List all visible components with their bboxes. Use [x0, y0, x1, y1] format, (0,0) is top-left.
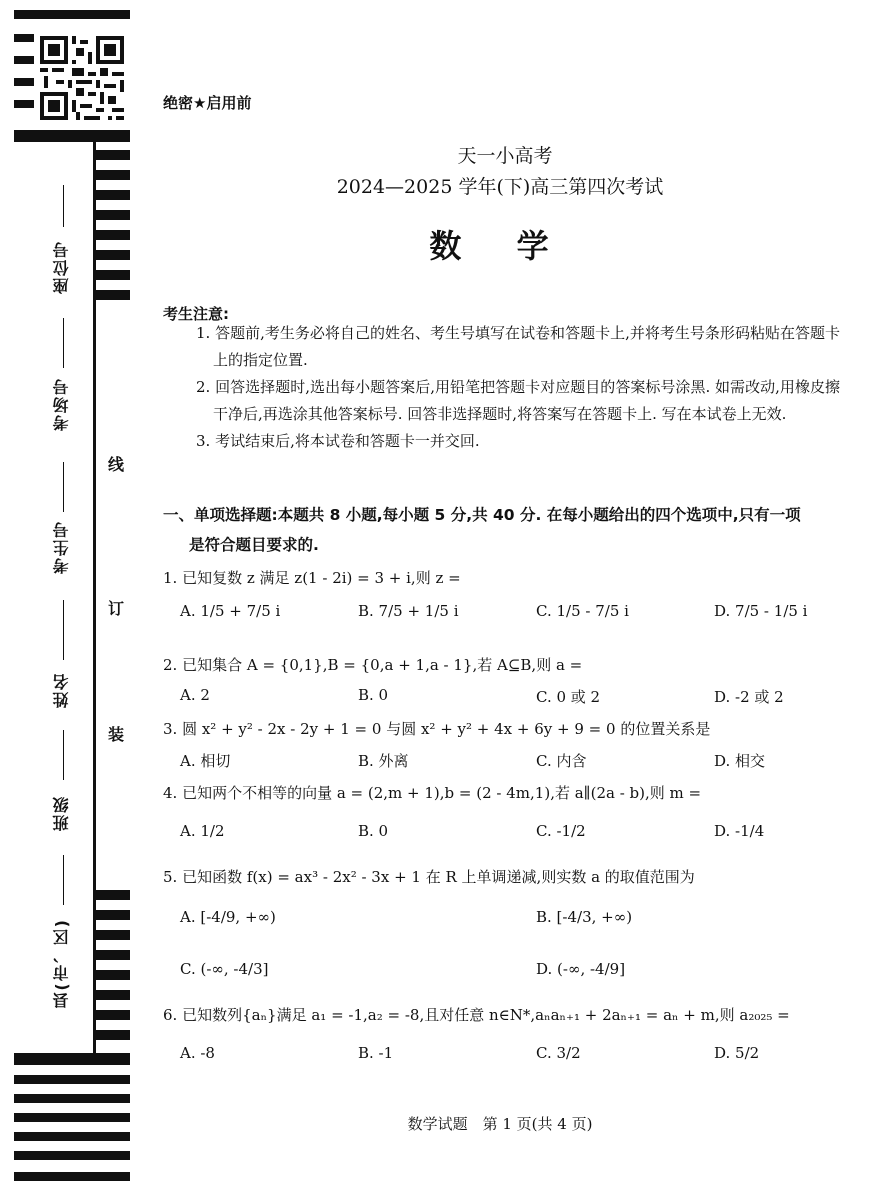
question-6-option-c: C. 3/2 [536, 1044, 581, 1062]
binding-tick [96, 930, 130, 940]
binding-tick [96, 890, 130, 900]
field-line [63, 318, 64, 368]
qr-code-icon [40, 36, 124, 120]
question-6-stem: 6. 已知数列{aₙ}满足 a₁ = -1,a₂ = -8,且对任意 n∈N*,aₙaₙ₊₁ + 2aₙ₊₁ = aₙ + m,则 a₂₀₂₅ = [163, 1006, 790, 1024]
binding-tick [96, 1010, 130, 1020]
page-footer: 数学试题 第 1 页(共 4 页) [407, 1115, 593, 1133]
field-candidate-number: 考生号 [52, 520, 71, 574]
question-4-option-a: A. 1/2 [180, 822, 225, 840]
binding-tick [96, 1030, 130, 1040]
question-5-option-b: B. [-4/3, +∞) [536, 908, 633, 926]
notice-list [196, 320, 840, 455]
question-6-option-b: B. -1 [358, 1044, 394, 1062]
section-heading-line2: 是符合题目要求的. [189, 536, 319, 554]
question-5-option-d: D. (-∞, -4/9] [536, 960, 626, 978]
question-5-stem: 5. 已知函数 f(x) = ax³ - 2x² - 3x + 1 在 R 上单调递减,则实数 a 的取值范围为 [163, 868, 695, 886]
field-name: 姓名 [52, 672, 71, 708]
question-1-option-c: C. 1/5 - 7/5 i [536, 602, 629, 620]
question-3-option-c: C. 内含 [536, 752, 587, 770]
question-2-option-d: D. -2 或 2 [714, 688, 784, 706]
binding-tick [96, 270, 130, 280]
question-3-option-a: A. 相切 [180, 752, 231, 770]
question-2-stem: 2. 已知集合 A = {0,1},B = {0,a + 1,a - 1},若 A⊆B,则 a = [163, 656, 583, 674]
question-4-stem: 4. 已知两个不相等的向量 a = (2,m + 1),b = (2 - 4m,1),若 a∥(2a - b),则 m = [163, 784, 702, 802]
exam-title: 2024—2025 学年(下)高三第四次考试 [336, 176, 664, 198]
section-heading-line1: 一、单项选择题:本题共 8 小题,每小题 5 分,共 40 分. 在每小题给出的四个选项中,只有一项 [163, 506, 801, 524]
question-2-option-c: C. 0 或 2 [536, 688, 601, 706]
question-6-option-a: A. -8 [180, 1044, 215, 1062]
binding-tick [96, 910, 130, 920]
question-4-option-c: C. -1/2 [536, 822, 586, 840]
binding-tick [96, 950, 130, 960]
question-3-option-d: D. 相交 [714, 752, 766, 770]
barcode-bar [14, 56, 34, 64]
fold-mark-bind: 装 [108, 725, 125, 744]
question-2-option-a: A. 2 [180, 686, 210, 704]
notice-heading: 考生注意: [163, 305, 229, 323]
binding-tick [96, 290, 130, 300]
fold-mark-staple: 订 [108, 599, 125, 618]
question-5-option-a: A. [-4/9, +∞) [180, 908, 276, 926]
question-6-option-d: D. 5/2 [714, 1044, 760, 1062]
binding-tick [96, 970, 130, 980]
binding-tick [96, 210, 130, 220]
field-line [63, 855, 64, 905]
notice-item: 3. 考试结束后,将本试卷和答题卡一并交回. [196, 432, 480, 450]
barcode-bar [14, 100, 34, 108]
field-seat-number: 座位号 [52, 240, 71, 294]
field-line [63, 462, 64, 512]
notice-item: 1. 答题前,考生务必将自己的姓名、考生号填写在试卷和答题卡上,并将考生号条形码粘贴在答题卡上的指定位置. [196, 324, 840, 369]
field-county: 县(市、区) [52, 918, 71, 1009]
question-1-option-d: D. 7/5 - 1/5 i [714, 602, 808, 620]
barcode-bar [14, 78, 34, 86]
question-1-option-a: A. 1/5 + 7/5 i [180, 602, 281, 620]
barcode-bar [14, 1094, 130, 1103]
question-3-stem: 3. 圆 x² + y² - 2x - 2y + 1 = 0 与圆 x² + y² + 4x + 6y + 9 = 0 的位置关系是 [163, 720, 711, 738]
barcode-bar [14, 34, 34, 42]
barcode-bar [14, 1053, 130, 1065]
field-class: 班级 [52, 795, 71, 831]
barcode-bar [14, 10, 130, 19]
barcode-bar [14, 1151, 130, 1160]
section-heading [163, 500, 843, 560]
field-line [63, 600, 64, 660]
notice-item: 2. 回答选择题时,选出每小题答案后,用铅笔把答题卡对应题目的答案标号涂黑. 如需改动,用橡皮擦干净后,再选涂其他答案标号. 回答非选择题时,将答案写在答题卡上. 写在本试卷上无效. [196, 378, 840, 423]
confidential-label: 绝密★启用前 [163, 94, 252, 112]
binding-tick [96, 990, 130, 1000]
barcode-bar [14, 1172, 130, 1181]
question-5-option-c: C. (-∞, -4/3] [180, 960, 269, 978]
fold-mark-line: 线 [108, 455, 125, 474]
question-1-option-b: B. 7/5 + 1/5 i [358, 602, 459, 620]
question-3-option-b: B. 外离 [358, 752, 409, 770]
field-line [63, 730, 64, 780]
question-1-stem: 1. 已知复数 z 满足 z(1 - 2i) = 3 + i,则 z = [163, 569, 461, 587]
barcode-bar [14, 1075, 130, 1084]
question-2-option-b: B. 0 [358, 686, 389, 704]
question-4-option-d: D. -1/4 [714, 822, 765, 840]
exam-org: 天一小高考 [457, 145, 553, 167]
field-exam-room: 考场号 [52, 377, 71, 431]
subject-title: 数 学 [429, 227, 571, 265]
question-4-option-b: B. 0 [358, 822, 389, 840]
